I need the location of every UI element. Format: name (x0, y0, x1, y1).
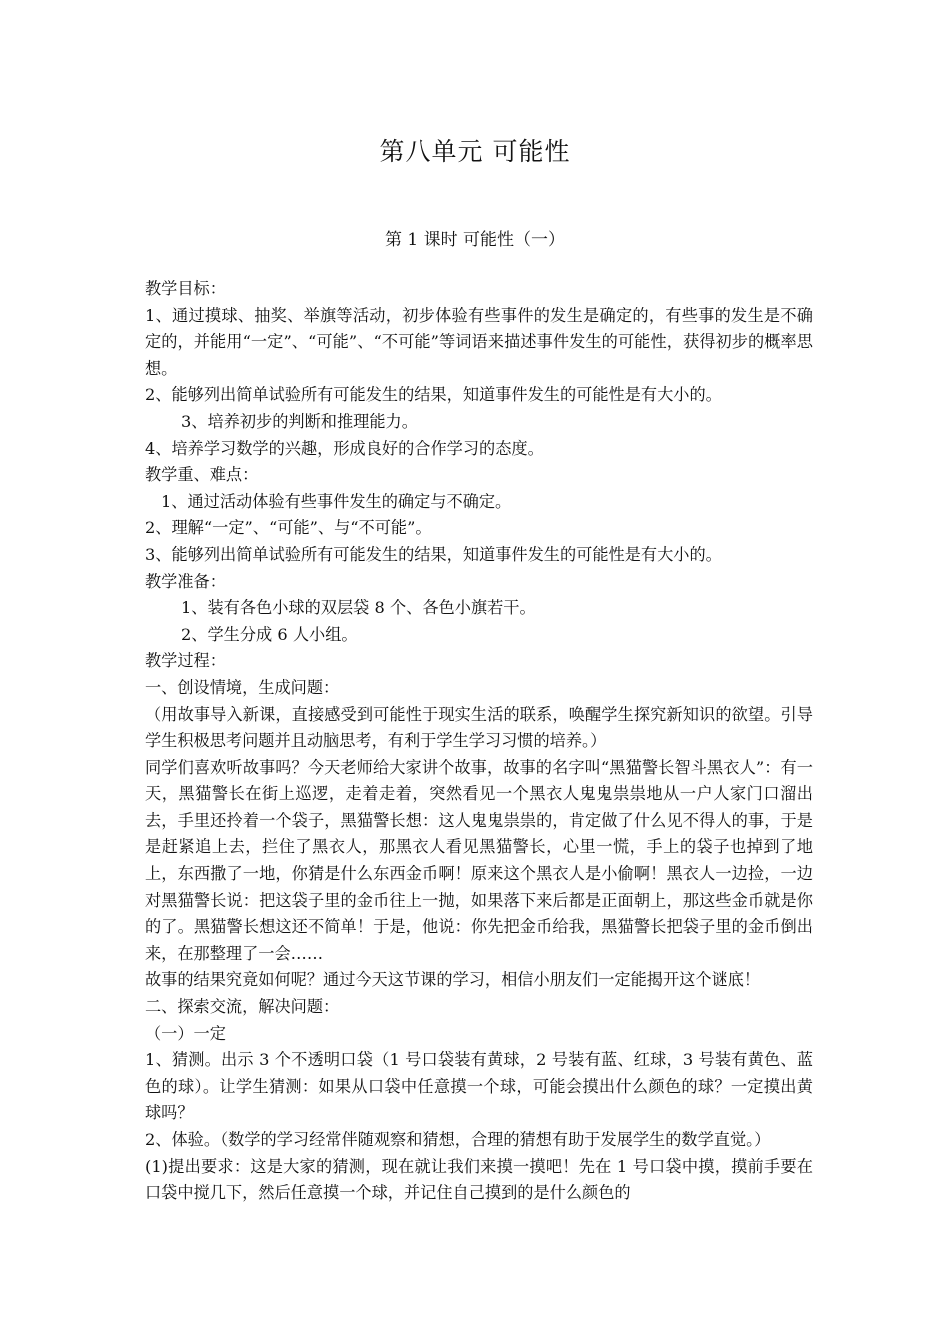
paragraph: （用故事导入新课，直接感受到可能性于现实生活的联系，唤醒学生探究新知识的欲望。引导学生积极思考问题并且动脑思考，有利于学生学习习惯的培养。） (145, 704, 813, 751)
paragraph: 教学重、难点： (145, 465, 259, 485)
paragraph: 2、体验。（数学的学习经常伴随观察和猜想，合理的猜想有助于发展学生的数学直觉。） (145, 1130, 771, 1149)
lesson-title: 第 1 课时 可能性（一） (384, 230, 566, 250)
paragraph: 4、培养学习数学的兴趣，形成良好的合作学习的态度。 (145, 438, 544, 458)
paragraph: 一、创设情境，生成问题： (145, 677, 340, 697)
paragraph: 教学准备： (145, 571, 226, 591)
paragraph: 3、培养初步的判断和推理能力。 (181, 411, 418, 431)
paragraph: 2、理解“一定”、“可能”、与“不可能”。 (145, 518, 432, 538)
paragraph: 1、猜测。出示 3 个不透明口袋（1 号口袋装有黄球，2 号装有蓝、红球，3 号装有黄色、蓝色的球）。让学生猜测：如果从口袋中任意摸一个球，可能会摸出什么颜色的球？一定摸出黄球吗？ (145, 1050, 813, 1123)
paragraph: 1、装有各色小球的双层袋 8 个、各色小旗若干。 (181, 598, 536, 618)
paragraph: 教学目标： (145, 279, 226, 298)
paragraph: 2、能够列出简单试验所有可能发生的结果，知道事件发生的可能性是有大小的。 (145, 385, 722, 405)
paragraph: 二、探索交流，解决问题： (145, 997, 340, 1017)
paragraph: 3、能够列出简单试验所有可能发生的结果，知道事件发生的可能性是有大小的。 (145, 544, 722, 564)
paragraph: 2、学生分成 6 人小组。 (181, 624, 358, 644)
paragraph: 1、通过活动体验有些事件发生的确定与不确定。 (161, 491, 512, 511)
paragraph: 同学们喜欢听故事吗？今天老师给大家讲个故事，故事的名字叫“黑猫警长智斗黑衣人”：有一天，黑猫警长在街上巡逻，走着走着，突然看见一个黑衣人鬼鬼祟祟地从一户人家门口溜出去，手里还拎着一个袋子，黑猫警长想：这人鬼鬼祟祟的，肯定做了什么见不得人的事，于是是赶紧追上去，拦住了黑衣人，那黑衣人看见黑猫警长，心里一慌，手上的袋子也掉到了地上，东西撒了一地，你猜是什么东西金币啊！原来这个黑衣人是小偷啊！黑衣人一边捡，一边对黑猫警长说：把这袋子里的金币往上一抛，如果落下来后都是正面朝上，那这些金币就是你的了。黑猫警长想这还不简单！于是，他说：你先把金币给我，黑猫警长把袋子里的金币倒出来，在那整理了一会…… (145, 757, 813, 963)
paragraph: 1、通过摸球、抽奖、举旗等活动，初步体验有些事件的发生是确定的，有些事的发生是不确定的，并能用“一定”、“可能”、“不可能”等词语来描述事件发生的可能性，获得初步的概率思想。 (145, 305, 813, 378)
unit-title: 第八单元 可能性 (379, 137, 571, 166)
paragraph: (1)提出要求：这是大家的猜测，现在就让我们来摸一摸吧！先在 1 号口袋中摸，摸前手要在口袋中搅几下，然后任意摸一个球，并记住自己摸到的是什么颜色的 (145, 1156, 813, 1203)
document-body (145, 276, 813, 1207)
paragraph: 教学过程： (145, 651, 226, 671)
paragraph: （一）一定 (145, 1023, 226, 1043)
paragraph: 故事的结果究竟如何呢？通过今天这节课的学习，相信小朋友们一定能揭开这个谜底！ (145, 970, 761, 990)
